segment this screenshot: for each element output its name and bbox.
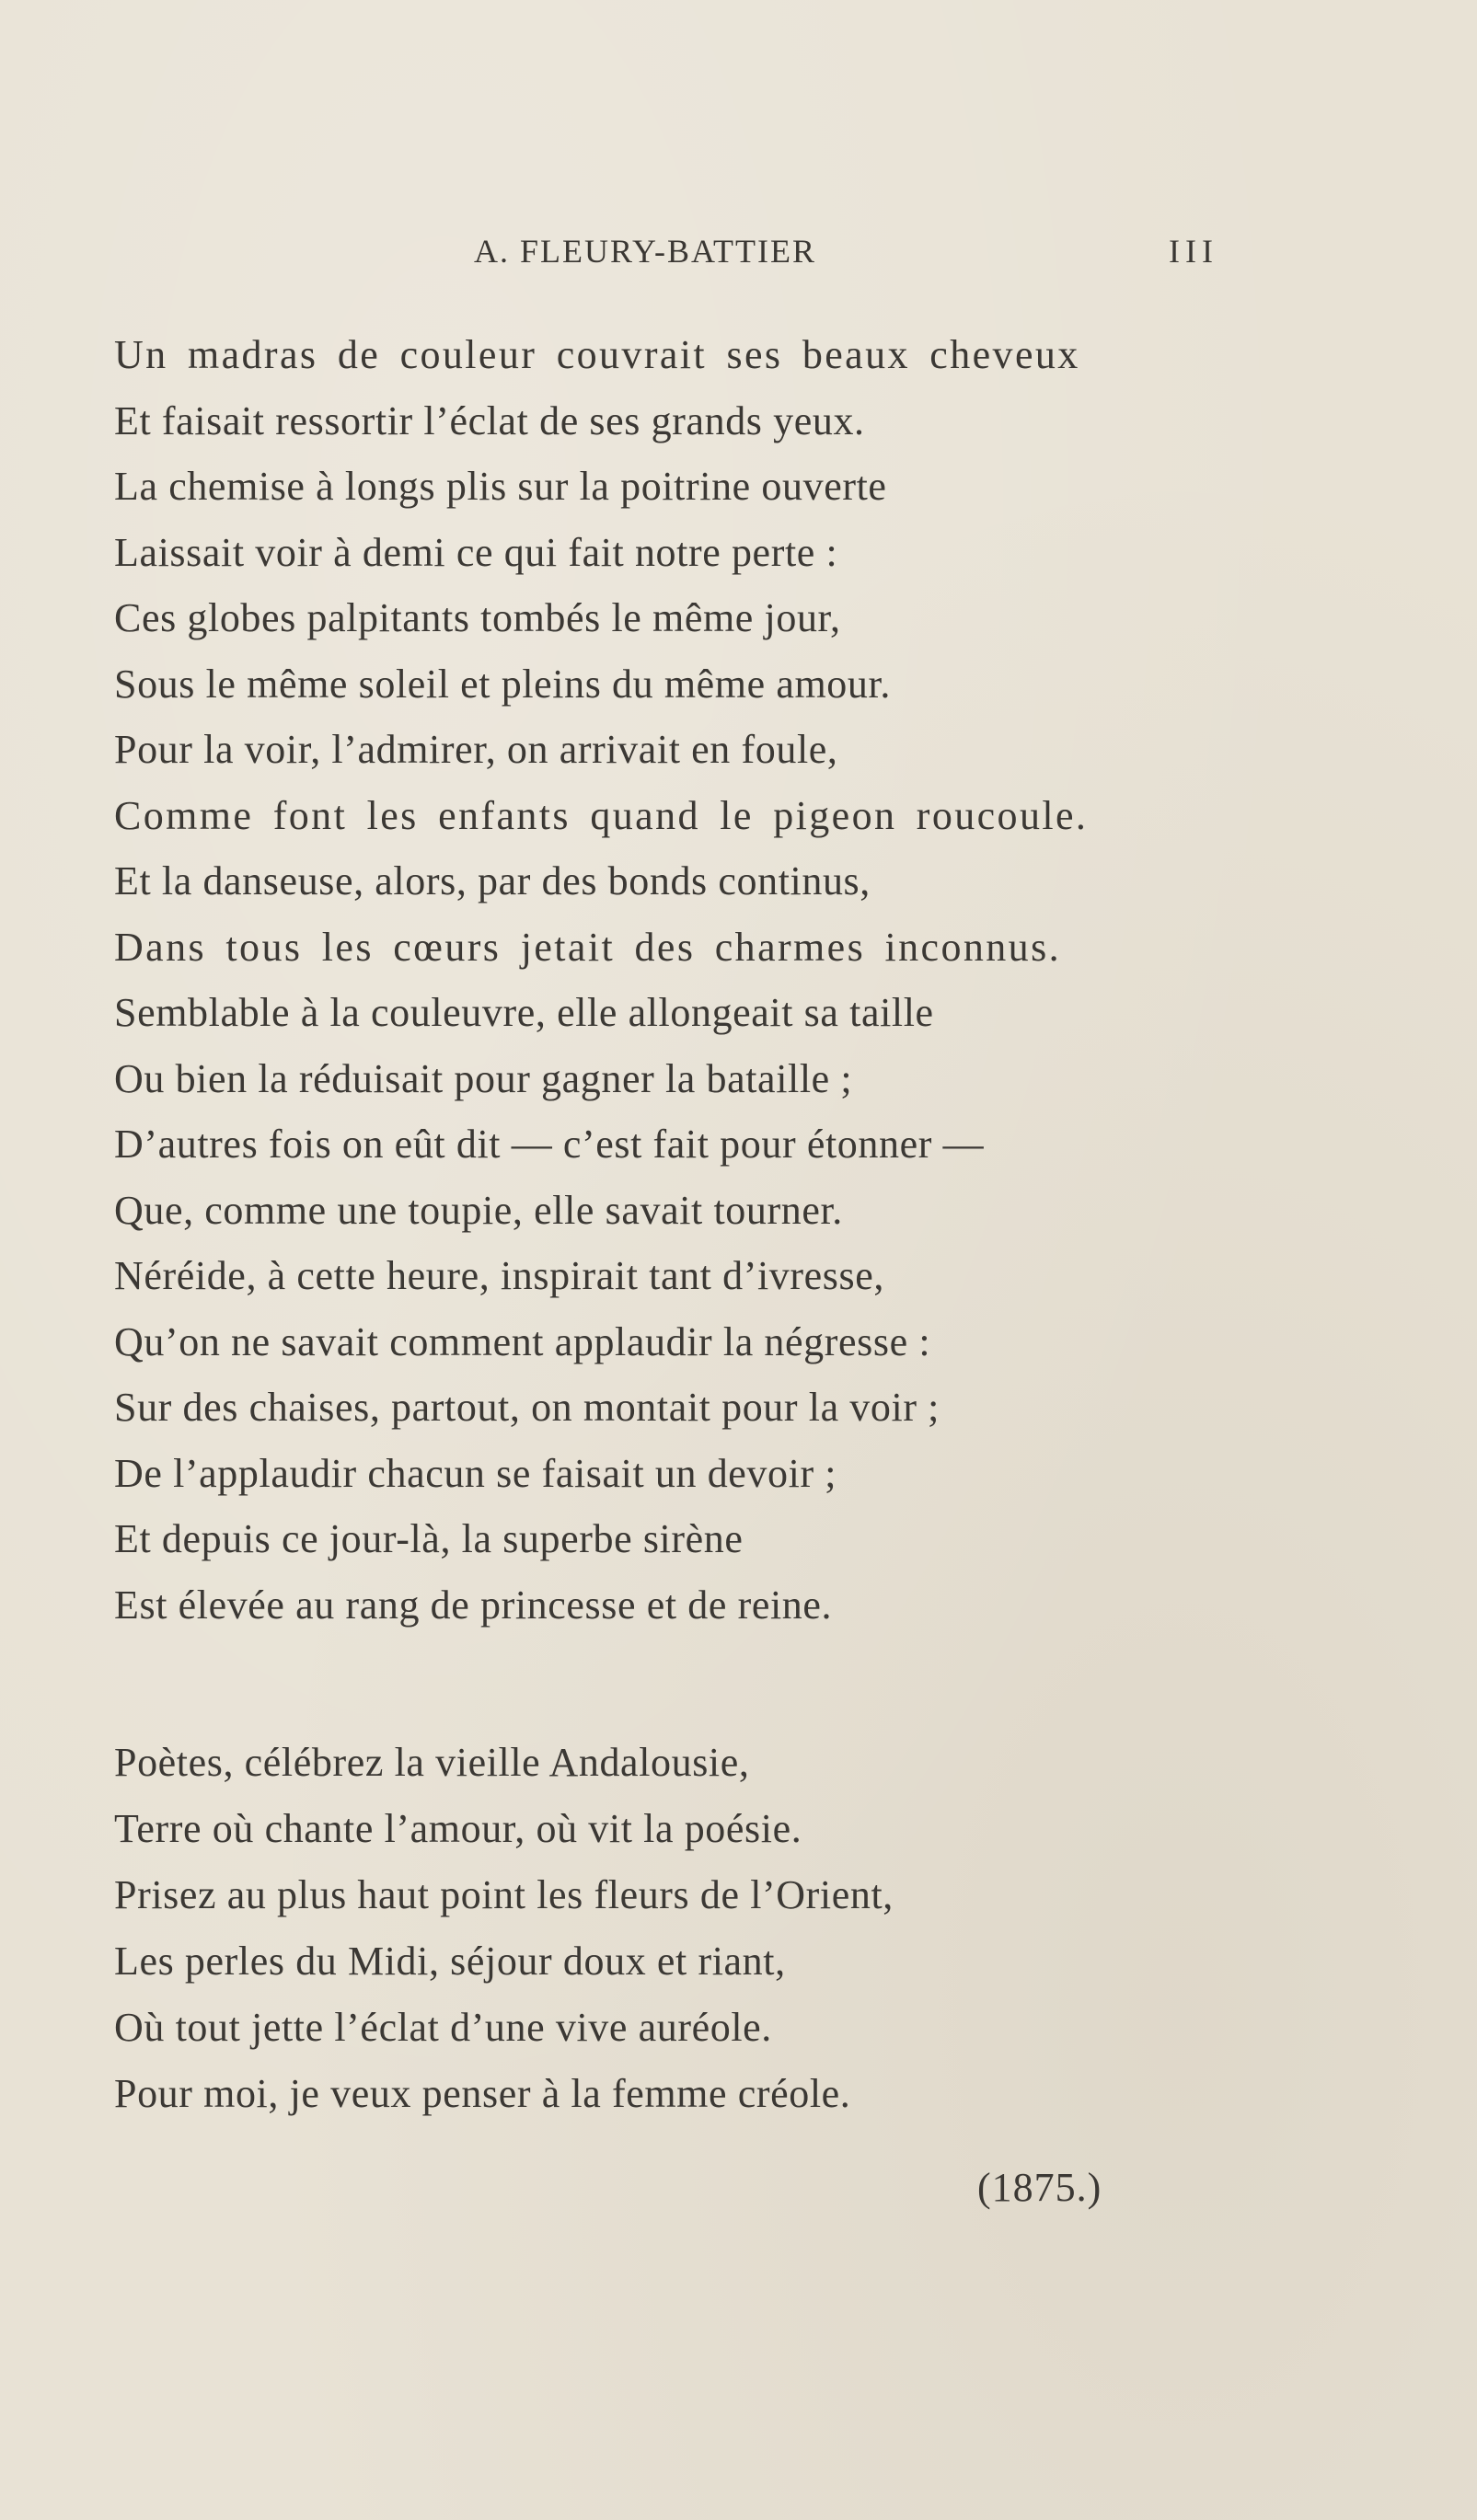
verse-line: De l’applaudir chacun se faisait un devoir ; bbox=[114, 1450, 837, 1496]
verse-line: Semblable à la couleuvre, elle allongeait sa taille bbox=[114, 990, 934, 1035]
verse-line: Pour moi, je veux penser à la femme créole. bbox=[114, 2071, 851, 2116]
poem-date: (1875.) bbox=[977, 2165, 1102, 2210]
verse-line: Est élevée au rang de princesse et de reine. bbox=[114, 1582, 833, 1628]
verse-line: Dans tous les cœurs jetait des charmes inconnus. bbox=[114, 924, 1062, 970]
verse-line: Où tout jette l’éclat d’une vive auréole. bbox=[114, 2005, 772, 2050]
page-number: III bbox=[1169, 233, 1218, 270]
running-head bbox=[0, 232, 1477, 278]
verse-line: Laissait voir à demi ce qui fait notre perte : bbox=[114, 529, 838, 575]
verse-line: Prisez au plus haut point les fleurs de l’Orient, bbox=[114, 1872, 894, 1917]
verse-line: Comme font les enfants quand le pigeon roucoule. bbox=[114, 792, 1089, 838]
verse-line: D’autres fois on eût dit — c’est fait pour étonner — bbox=[114, 1122, 985, 1167]
verse-line: Et la danseuse, alors, par des bonds continus, bbox=[114, 858, 871, 903]
verse-line: Et faisait ressortir l’éclat de ses grands yeux. bbox=[114, 397, 865, 443]
verse-line: Les perles du Midi, séjour doux et riant, bbox=[114, 1939, 786, 1984]
verse-line: Que, comme une toupie, elle savait tourner. bbox=[114, 1187, 843, 1233]
verse-line: Ou bien la réduisait pour gagner la bataille ; bbox=[114, 1055, 853, 1101]
verse-line: Néréide, à cette heure, inspirait tant d’ivresse, bbox=[114, 1253, 884, 1298]
verse-line: Pour la voir, l’admirer, on arrivait en foule, bbox=[114, 727, 838, 772]
verse-line: Poètes, célébrez la vieille Andalousie, bbox=[114, 1740, 750, 1785]
verse-line: Sur des chaises, partout, on montait pour la voir ; bbox=[114, 1385, 940, 1430]
verse-line: Un madras de couleur couvrait ses beaux cheveux bbox=[114, 332, 1080, 377]
running-head-author: A. FLEURY-BATTIER bbox=[474, 233, 817, 270]
poem-stanza-1 bbox=[114, 322, 1274, 1638]
verse-line: Qu’on ne savait comment applaudir la négresse : bbox=[114, 1318, 931, 1364]
verse-line: La chemise à longs plis sur la poitrine ouverte bbox=[114, 464, 887, 509]
verse-line: Terre où chante l’amour, où vit la poésie. bbox=[114, 1806, 802, 1851]
verse-line: Ces globes palpitants tombés le même jour, bbox=[114, 595, 841, 640]
verse-line: Et depuis ce jour-là, la superbe sirène bbox=[114, 1516, 744, 1561]
poem-stanza-2 bbox=[114, 1730, 1274, 2127]
verse-line: Sous le même soleil et pleins du même amour. bbox=[114, 661, 891, 707]
